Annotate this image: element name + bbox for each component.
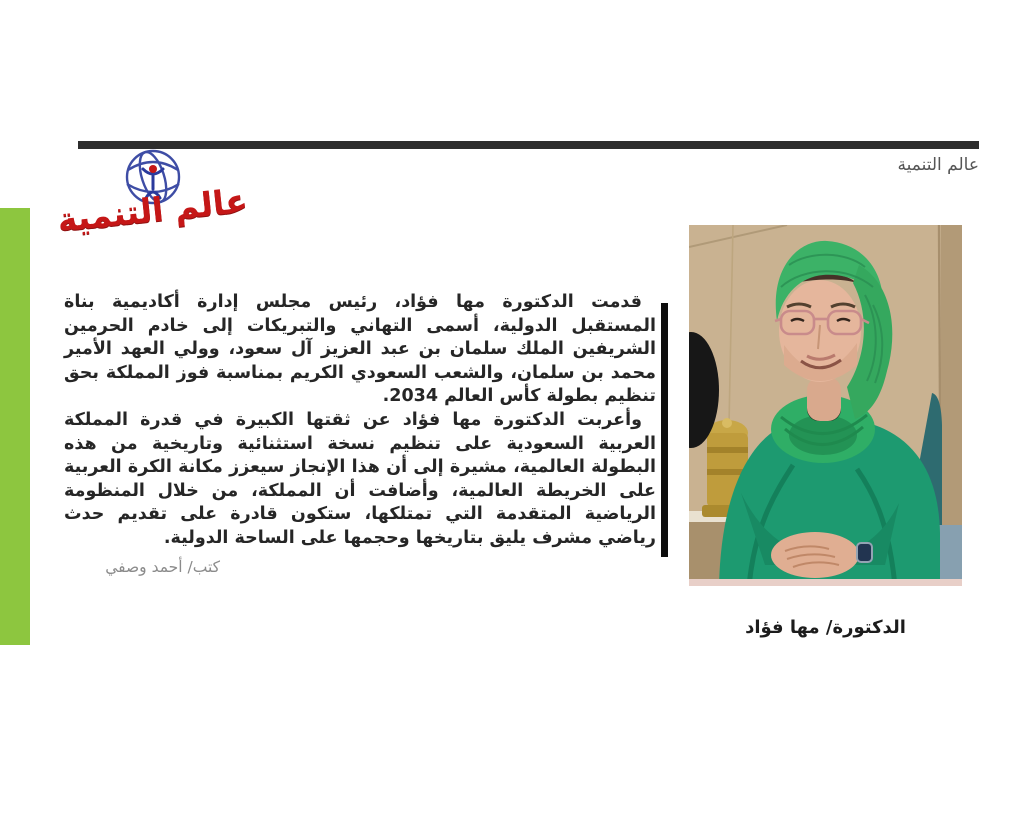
- photo-caption: الدكتورة/ مها فؤاد: [745, 617, 906, 638]
- site-logo: [55, 146, 250, 256]
- article-byline: كتب/ أحمد وصفي: [105, 558, 220, 576]
- article-paragraph-1: قدمت الدكتورة مها فؤاد، رئيس مجلس إدارة أكاديمية بناة المستقبل الدولية، أسمى التهاني والتبريكات إلى خادم الحرمين الشريفين الملك سلمان بن عبد العزيز آل سعود، وولي العهد الأمير محمد بن سلمان، والشعب السعودي الكريم بمناسبة فوز المملكة بحق تنظيم بطولة كأس العالم 2034.: [64, 292, 656, 407]
- site-name: عالم التنمية: [897, 155, 979, 175]
- logo-wordmark: عالم التنمية: [55, 180, 250, 240]
- left-accent-bar: [0, 208, 30, 645]
- article-paragraph-2: وأعربت الدكتورة مها فؤاد عن ثقتها الكبيرة في قدرة المملكة العربية السعودية على تنظيم نسخة استثنائية وتاريخية من هذه البطولة العالمية، مشيرة إلى أن هذا الإنجاز سيعزز مكانة الكرة العربية على الخريطة العالمية، وأضافت أن المملكة، من خلال المنظومة الرياضية المتقدمة التي تمتلكها، ستكون قادرة على تقديم حدث رياضي مشرف يليق بتاريخها وحجمها على الساحة الدولية.: [64, 409, 656, 548]
- portrait-photo: [689, 225, 962, 586]
- article-body: [64, 291, 656, 551]
- article-quote-bar: [661, 303, 668, 557]
